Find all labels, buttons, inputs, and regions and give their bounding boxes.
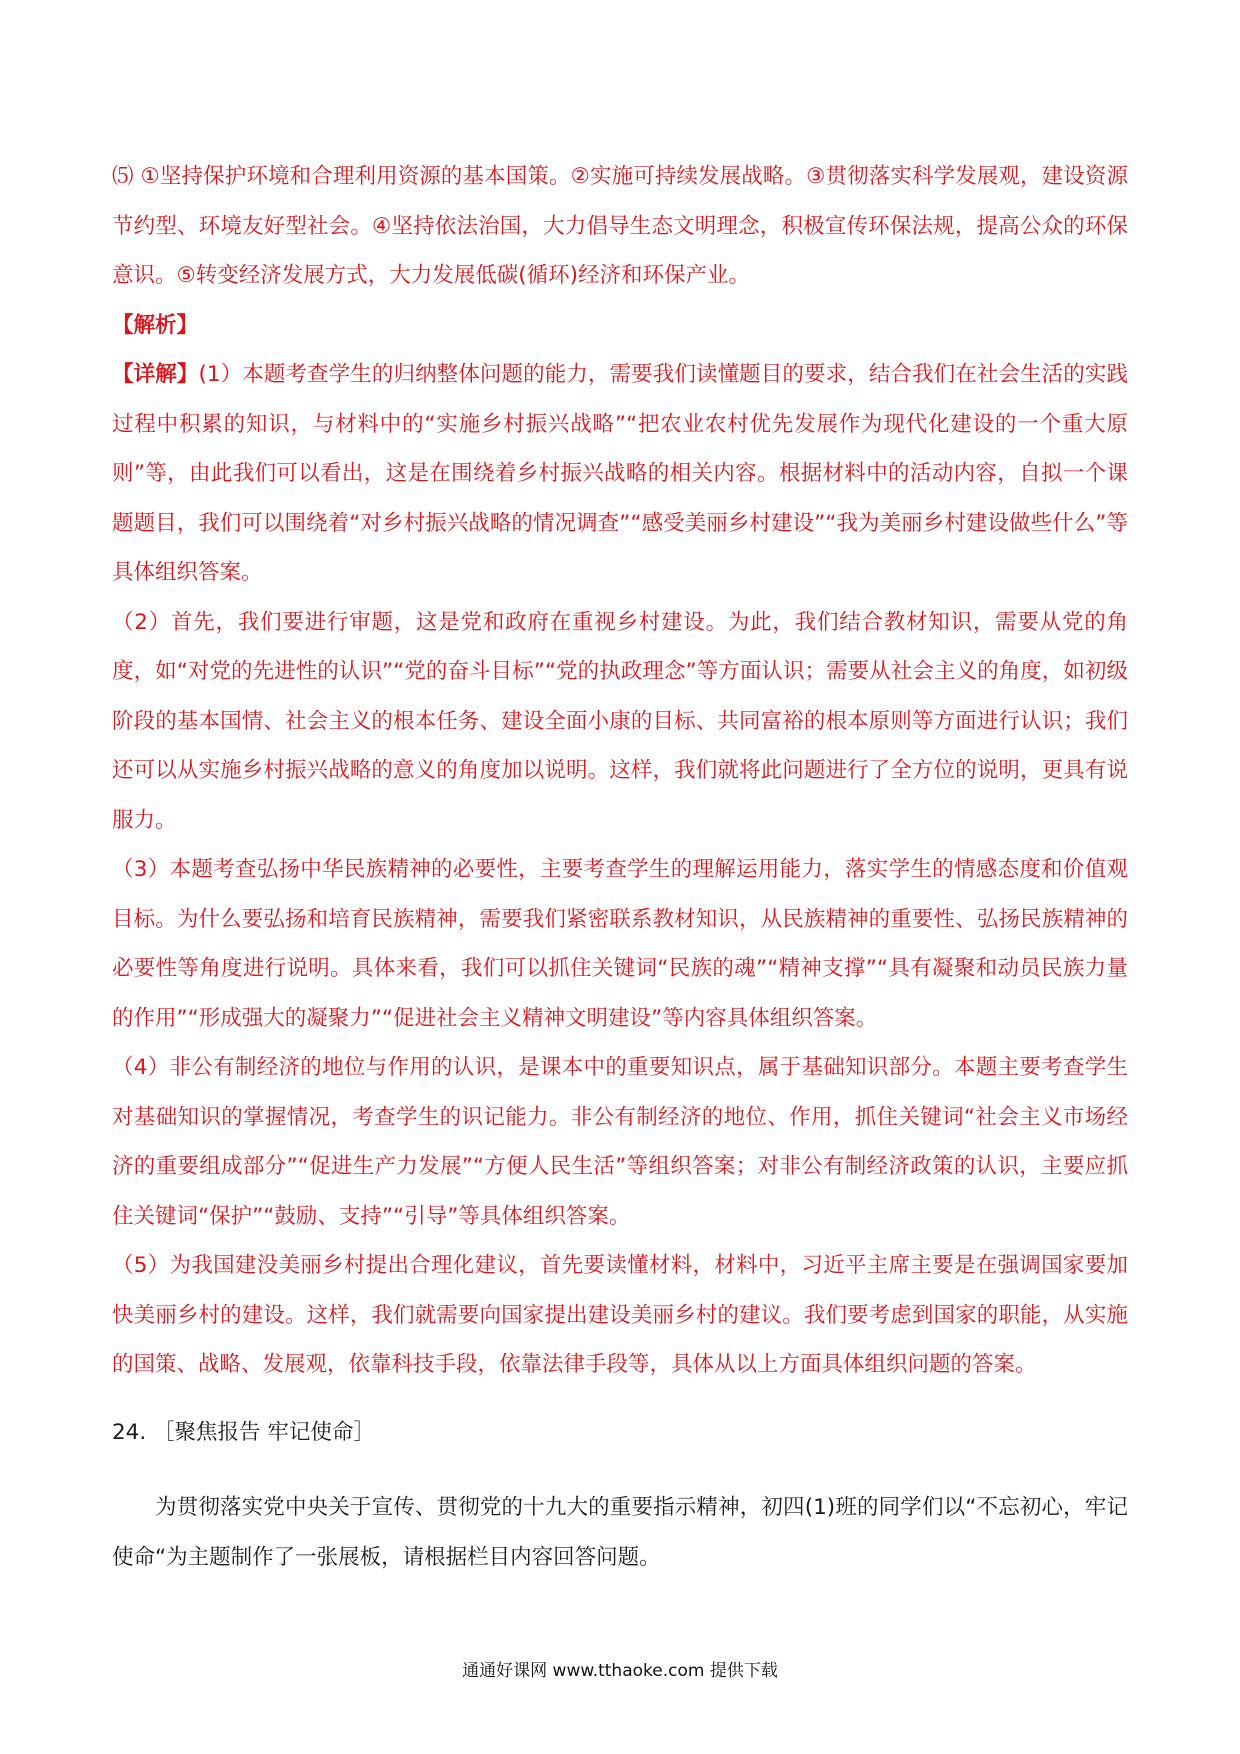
answer-5: ⑸ ①坚持保护环境和合理利用资源的基本国策。②实施可持续发展战略。③贯彻落实科学发展观，建设资源节约型、环境友好型社会。④坚持依法治国，大力倡导生态文明理念，积极宣传环保法规，提高公众的环保意识。⑤转变经济发展方式，大力发展低碳(循环)经济和环保产业。 (112, 164, 1128, 288)
analysis-heading: 【解析】 (112, 312, 199, 338)
detail-5: （5）为我国建没美丽乡村提出合理化建议，首先要读懂材料，材料中，习近平主席主要是在强调国家要加快美丽乡村的建设。这样，我们就需要向国家提出建设美丽乡村的建议。我们要考虑到国家的职能，从实施的国策、战略、发展观，依靠科技手段，依靠法律手段等，具体从以上方面具体组织问题的答案。 (112, 1253, 1128, 1377)
detail-1-text: (1）本题考查学生的归纳整体问题的能力，需要我们读懂题目的要求，结合我们在社会生活的实践过程中积累的知识，与材料中的“实施乡村振兴战略”“把农业农村优先发展作为现代化建设的一个重大原则”等，由此我们可以看出，这是在围绕着乡村振兴战略的相关内容。根据材料中的活动内容，自拟一个课题题目，我们可以围绕着“对乡村振兴战略的情况调查”“感受美丽乡村建设”“我为美丽乡村建设做些什么”等具体组织答案。 (112, 362, 1128, 585)
detail-2: （2）首先，我们要进行审题，这是党和政府在重视乡村建设。为此，我们结合教材知识，需要从党的角度，如“对党的先进性的认识”“党的奋斗目标”“党的执政理念”等方面认识；需要从社会主义的角度，如初级阶段的基本国情、社会主义的根本任务、建设全面小康的目标、共同富裕的根本原则等方面进行认识；我们还可以从实施乡村振兴战略的意义的角度加以说明。这样，我们就将此问题进行了全方位的说明，更具有说服力。 (112, 609, 1128, 833)
question-24-heading: 24. ［聚焦报告 牢记使命］ (112, 1419, 375, 1445)
detail-3: （3）本题考查弘扬中华民族精神的必要性，主要考查学生的理解运用能力，落实学生的情感态度和价值观目标。为什么要弘扬和培育民族精神，需要我们紧密联系教材知识，从民族精神的重要性、弘扬民族精神的必要性等角度进行说明。具体来看，我们可以抓住关键词“民族的魂”“精神支撑”“具有凝聚和动员民族力量的作用”“形成强大的凝聚力”“促进社会主义精神文明建设”等内容具体组织答案。 (112, 857, 1128, 1031)
detail-4: （4）非公有制经济的地位与作用的认识，是课本中的重要知识点，属于基础知识部分。本题主要考查学生对基础知识的掌握情况，考查学生的识记能力。非公有制经济的地位、作用，抓住关键词“社会主义市场经济的重要组成部分”“促进生产力发展”“方便人民生活”等组织答案；对非公有制经济政策的认识，主要应抓住关键词“保护”“鼓励、支持”“引导”等具体组织答案。 (112, 1055, 1128, 1229)
page-footer: 通通好课网 www.tthaoke.com 提供下载 (462, 1661, 778, 1681)
detail-label: 【详解】 (112, 362, 199, 387)
question-24-intro: 为贯彻落实党中央关于宣传、贯彻党的十九大的重要指示精神，初四(1)班的同学们以“不忘初心，牢记使命“为主题制作了一张展板，请根据栏目内容回答问题。 (112, 1495, 1128, 1570)
document-body (112, 152, 1128, 1582)
detail-1 (112, 350, 1128, 598)
